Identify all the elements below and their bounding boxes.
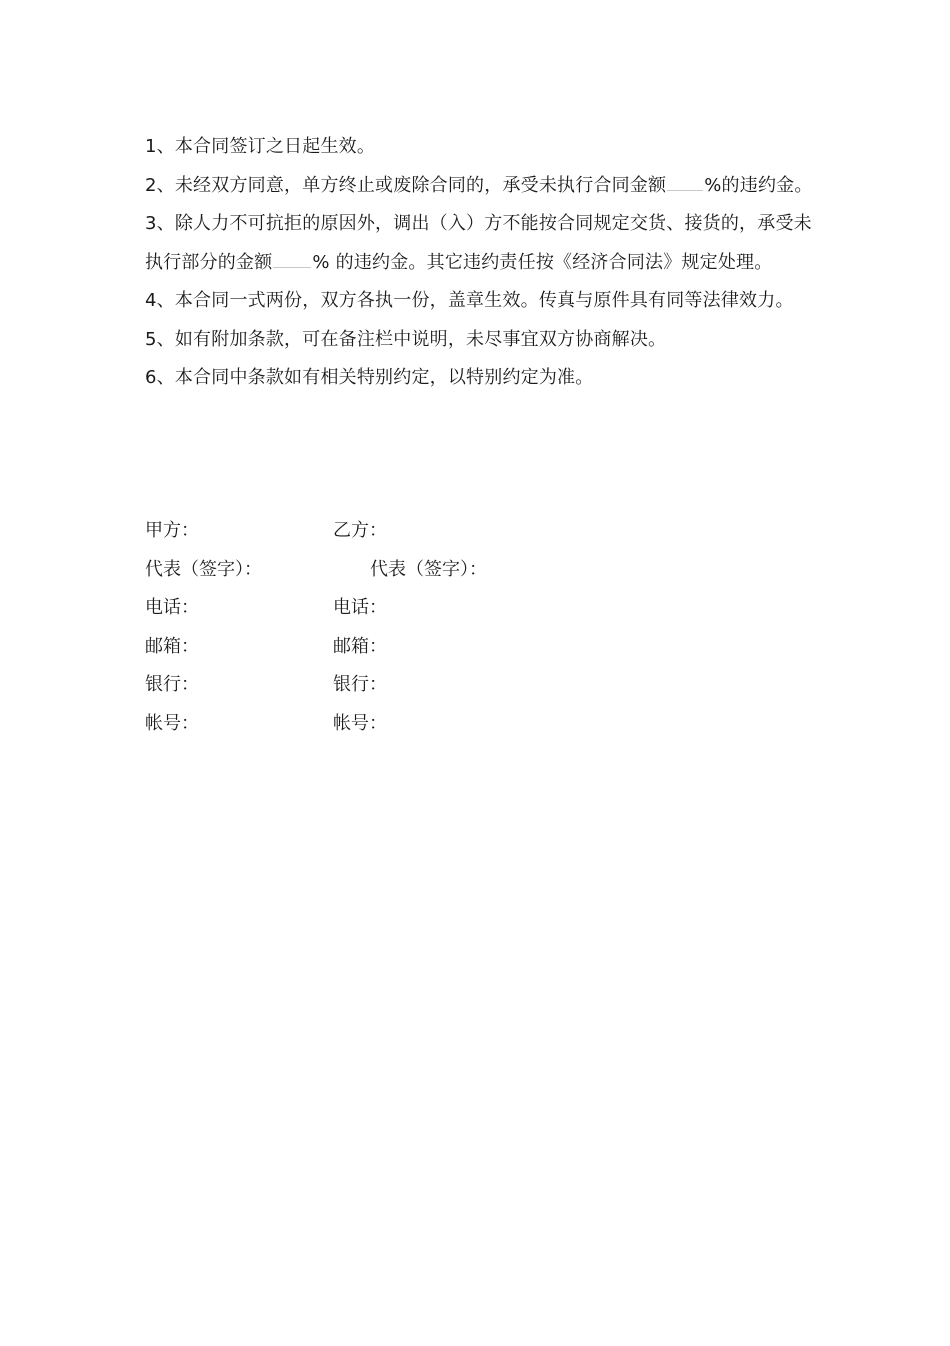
clause-2-text-after: %的违约金。 <box>704 174 813 196</box>
clause-3 <box>145 205 817 282</box>
signature-row-account <box>145 705 745 744</box>
clause-2 <box>145 167 817 206</box>
party-b-phone-label: 电话： <box>333 597 387 619</box>
party-a-email-label: 邮箱： <box>145 635 199 657</box>
party-a-phone-label: 电话： <box>145 597 199 619</box>
signature-row-party <box>145 512 745 551</box>
clause-5 <box>145 321 817 360</box>
party-b-account-label: 帐号： <box>333 712 387 734</box>
party-a-bank-label: 银行： <box>145 674 199 696</box>
contract-clauses <box>145 128 817 398</box>
clause-2-text-before: 2、未经双方同意，单方终止或废除合同的，承受未执行合同金额 <box>145 174 667 196</box>
penalty-percent-blank-2 <box>273 253 311 268</box>
party-a-representative-label: 代表（签字）： <box>145 558 262 580</box>
clause-1 <box>145 128 817 167</box>
clause-3-text-after: % 的违约金。其它违约责任按《经济合同法》规定处理。 <box>312 251 773 273</box>
clause-6 <box>145 359 817 398</box>
party-a-account-label: 帐号： <box>145 712 199 734</box>
party-b-representative-label: 代表（签字）： <box>370 558 487 580</box>
signature-row-email <box>145 628 745 667</box>
clause-1-text: 1、本合同签订之日起生效。 <box>145 136 376 157</box>
signature-row-representative <box>145 551 745 590</box>
party-b-bank-label: 银行： <box>333 674 387 696</box>
clause-6-text: 6、本合同中条款如有相关特别约定，以特别约定为准。 <box>145 367 594 388</box>
clause-4-text: 4、本合同一式两份，双方各执一份，盖章生效。传真与原件具有同等法律效力。 <box>145 290 794 311</box>
signature-block <box>145 512 745 744</box>
signature-row-phone <box>145 589 745 628</box>
penalty-percent-blank-1 <box>667 176 703 191</box>
signature-row-bank <box>145 666 745 705</box>
party-b-label: 乙方： <box>333 520 387 541</box>
clause-3-text-before: 3、除人力不可抗拒的原因外，调出（入）方不能按合同规定交货、接货的，承受未执行部分的金额 <box>145 213 812 273</box>
party-a-label: 甲方： <box>145 520 199 541</box>
clause-4 <box>145 282 817 321</box>
clause-5-text: 5、如有附加条款，可在备注栏中说明，未尽事宜双方协商解决。 <box>145 328 667 350</box>
party-b-email-label: 邮箱： <box>333 635 387 657</box>
